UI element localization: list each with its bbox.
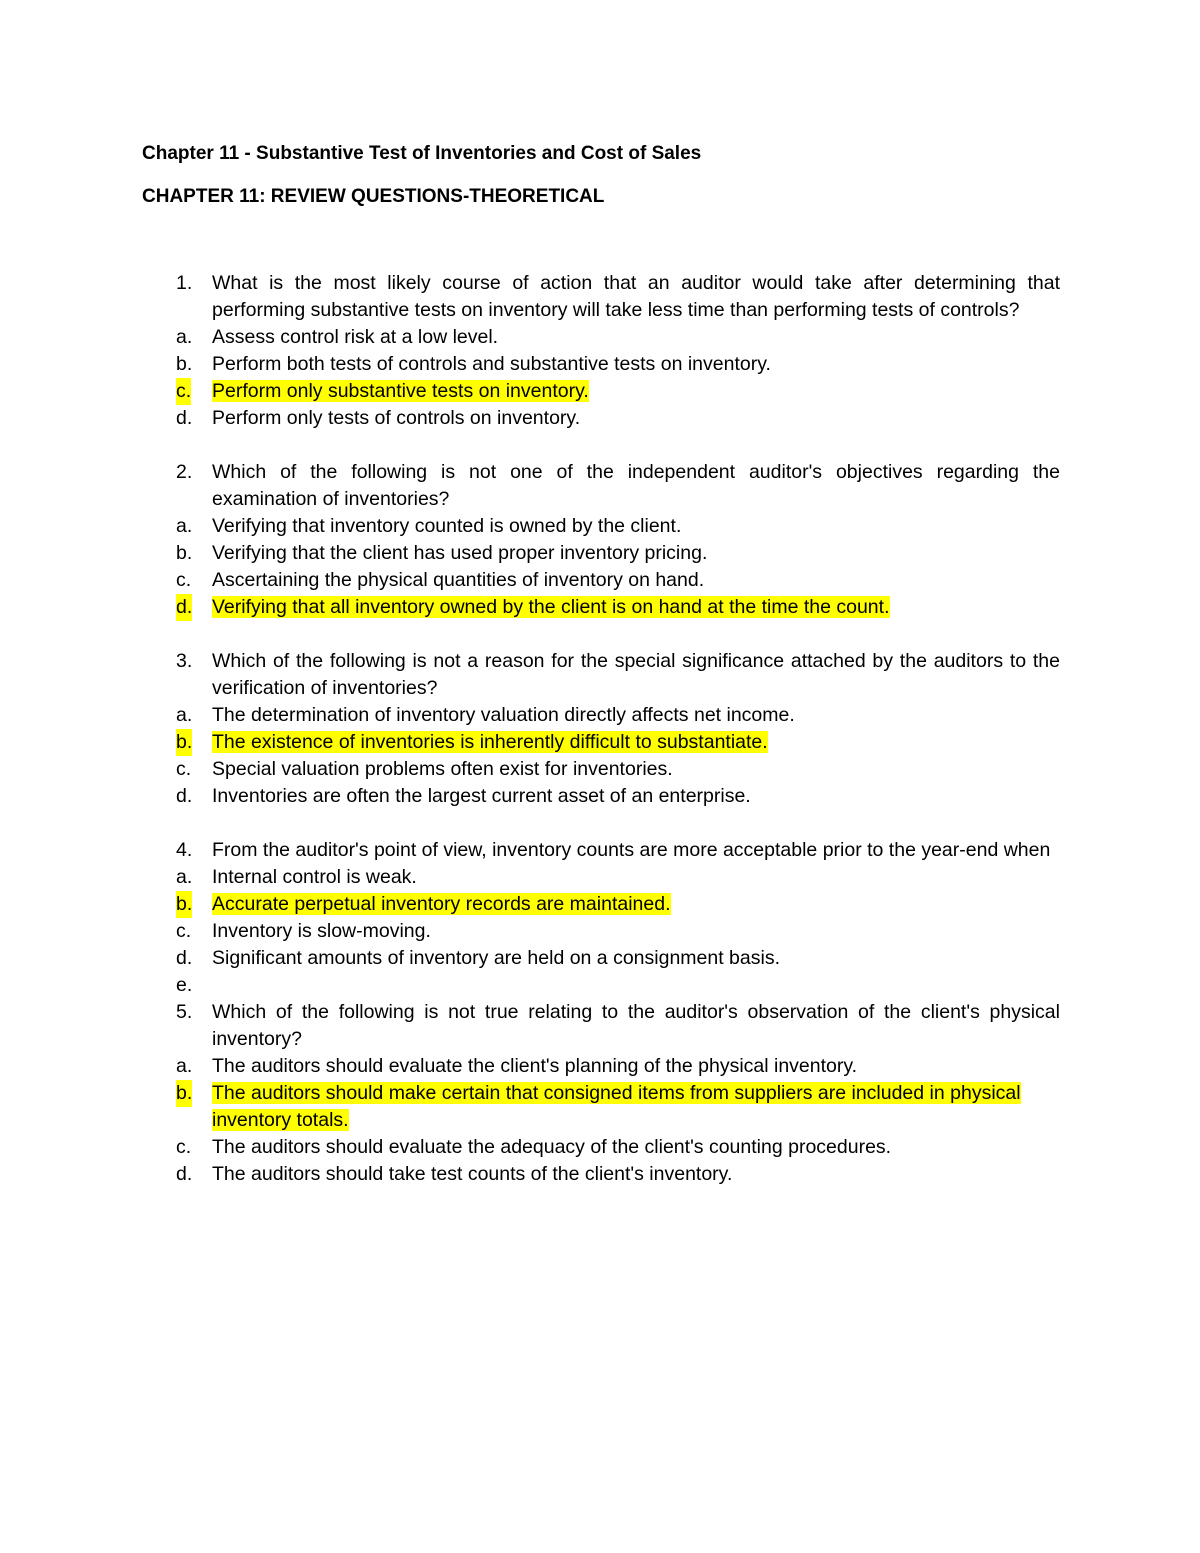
question-list [0,270,1200,1188]
option-b-highlighted-answer [176,729,1060,756]
option-b-highlighted-answer [176,1080,1060,1134]
option-text: Inventory is slow-moving. [212,920,431,942]
option-c-highlighted-answer [176,378,1060,405]
option-list [176,1053,1060,1188]
option-text: Internal control is weak. [212,866,417,888]
option-c [176,567,1060,594]
option-c [176,1134,1060,1161]
document-subtitle: CHAPTER 11: REVIEW QUESTIONS-THEORETICAL [142,186,605,207]
option-letter: a. [176,515,193,537]
option-letter: b. [176,542,193,564]
option-text: The determination of inventory valuation directly affects net income. [212,704,795,726]
question-number: 1. [176,272,193,294]
option-list [176,702,1060,810]
option-letter: b. [176,1080,192,1107]
option-letter: d. [176,785,193,807]
option-letter: b. [176,891,192,918]
option-list [176,864,1060,999]
option-letter: c. [176,920,192,942]
option-b [176,540,1060,567]
question-number: 2. [176,461,193,483]
option-text: Verifying that inventory counted is owned by the client. [212,515,682,537]
option-a [176,1053,1060,1080]
option-letter: a. [176,704,193,726]
option-text: Significant amounts of inventory are held on a consignment basis. [212,947,780,969]
question-3 [0,648,1060,810]
question-2 [0,459,1060,621]
option-a [176,702,1060,729]
option-letter: b. [176,729,192,756]
option-text: The auditors should evaluate the adequacy of the client's counting procedures. [212,1136,892,1158]
option-d [176,1161,1060,1188]
option-letter: a. [176,1055,193,1077]
option-letter: c. [176,758,192,780]
option-a [176,324,1060,351]
option-text: Accurate perpetual inventory records are maintained. [212,893,671,915]
option-a [176,864,1060,891]
option-letter: b. [176,353,193,375]
option-a [176,513,1060,540]
question-5 [0,999,1060,1188]
option-letter: c. [176,569,192,591]
option-text: Special valuation problems often exist for inventories. [212,758,673,780]
option-letter: e. [176,974,193,996]
question-text: From the auditor's point of view, inventory counts are more acceptable prior to the year-end when [212,839,1051,861]
question-number: 4. [176,839,193,861]
question-text: Which of the following is not one of the independent auditor's objectives regarding the examination of inventories? [212,461,1060,510]
question-text: Which of the following is not true relating to the auditor's observation of the client's physical inventory? [212,1001,1060,1050]
question-number: 5. [176,1001,193,1023]
document-title: Chapter 11 - Substantive Test of Inventories and Cost of Sales [142,143,702,164]
option-letter: d. [176,407,193,429]
option-b-highlighted-answer [176,891,1060,918]
question-text: What is the most likely course of action that an auditor would take after determining that performing substantive tests on inventory will take less time than performing tests of controls? [212,272,1060,321]
option-text: Ascertaining the physical quantities of inventory on hand. [212,569,705,591]
option-text: The auditors should take test counts of the client's inventory. [212,1163,733,1185]
option-text: Perform only substantive tests on inventory. [212,380,589,402]
option-text: Assess control risk at a low level. [212,326,499,348]
option-text: The auditors should make certain that consigned items from suppliers are included in physical inventory totals. [212,1082,1021,1131]
option-b [176,351,1060,378]
option-list [176,324,1060,432]
question-number: 3. [176,650,193,672]
option-c [176,756,1060,783]
question-text: Which of the following is not a reason for the special significance attached by the auditors to the verification of inventories? [212,650,1060,699]
option-c [176,918,1060,945]
option-text: The existence of inventories is inherently difficult to substantiate. [212,731,768,753]
option-letter: c. [176,378,191,405]
option-list [176,513,1060,621]
option-letter: d. [176,947,193,969]
option-d [176,783,1060,810]
option-d [176,945,1060,972]
option-text: Verifying that the client has used proper inventory pricing. [212,542,708,564]
question-4 [0,837,1060,999]
option-letter: a. [176,326,193,348]
option-letter: c. [176,1136,192,1158]
question-1 [0,270,1060,432]
option-letter: d. [176,594,192,621]
option-text: Inventories are often the largest current asset of an enterprise. [212,785,751,807]
option-text: The auditors should evaluate the client's planning of the physical inventory. [212,1055,858,1077]
option-e-empty [176,972,1060,999]
option-letter: a. [176,866,193,888]
option-d-highlighted-answer [176,594,1060,621]
option-d [176,405,1060,432]
option-text: Perform only tests of controls on inventory. [212,407,581,429]
option-text: Verifying that all inventory owned by the client is on hand at the time the count. [212,596,890,618]
option-letter: d. [176,1163,193,1185]
option-text: Perform both tests of controls and substantive tests on inventory. [212,353,771,375]
